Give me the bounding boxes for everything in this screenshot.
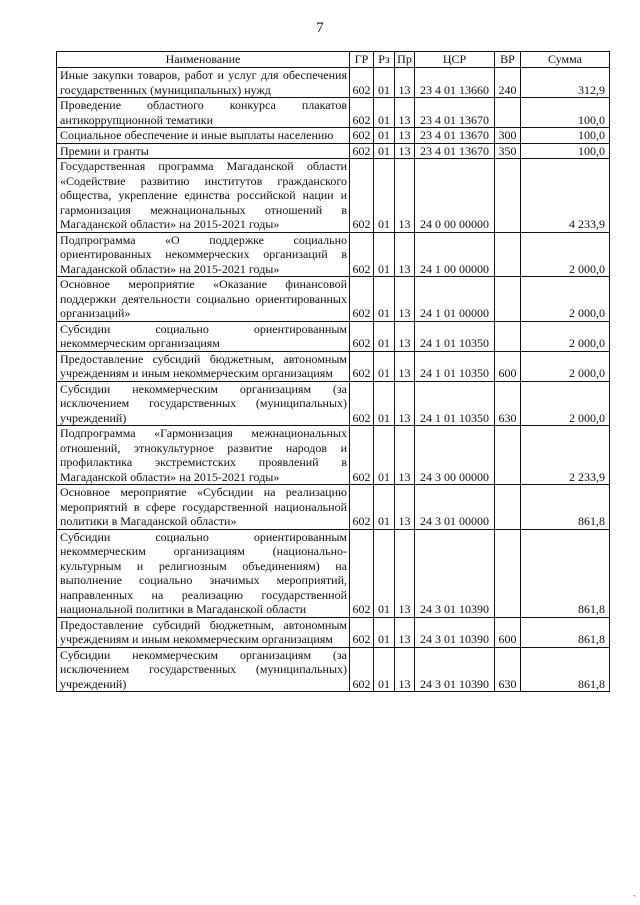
row-rz-cell: 01 <box>374 143 395 159</box>
row-pr-cell: 13 <box>395 351 415 381</box>
row-name-cell: Предоставление субсидий бюджетным, автономным учреждениям и иным некоммерческим организациям <box>57 351 350 381</box>
row-vr-cell <box>495 426 521 485</box>
row-gr-cell: 602 <box>350 277 374 322</box>
row-vr-cell: 600 <box>495 351 521 381</box>
page-number: 7 <box>316 20 324 36</box>
row-csr-cell: 24 1 01 00000 <box>415 277 495 322</box>
table-row <box>57 68 610 98</box>
row-name-cell: Субсидии некоммерческим организациям (за исключением государственных (муниципальных) учреждений) <box>57 647 350 692</box>
row-sum-cell: 2 000,0 <box>521 277 610 322</box>
row-gr-cell: 602 <box>350 143 374 159</box>
row-vr-cell: 350 <box>495 143 521 159</box>
row-rz-cell: 01 <box>374 529 395 617</box>
row-gr-cell: 602 <box>350 68 374 98</box>
row-csr-cell: 24 1 01 10350 <box>415 351 495 381</box>
row-sum-cell: 2 000,0 <box>521 232 610 277</box>
row-vr-cell <box>495 232 521 277</box>
row-sum-cell: 861,8 <box>521 647 610 692</box>
row-csr-cell: 24 1 01 10350 <box>415 381 495 426</box>
row-pr-cell: 13 <box>395 426 415 485</box>
table-row <box>57 529 610 617</box>
row-rz-cell: 01 <box>374 617 395 647</box>
budget-table <box>56 51 610 692</box>
row-vr-cell <box>495 321 521 351</box>
row-rz-cell: 01 <box>374 68 395 98</box>
row-pr-cell: 13 <box>395 98 415 128</box>
row-csr-cell: 23 4 01 13660 <box>415 68 495 98</box>
table-row <box>57 351 610 381</box>
table-row <box>57 232 610 277</box>
row-rz-cell: 01 <box>374 128 395 144</box>
row-sum-cell: 2 233,9 <box>521 426 610 485</box>
row-vr-cell <box>495 529 521 617</box>
row-rz-cell: 01 <box>374 426 395 485</box>
row-name-cell: Подпрограмма «Гармонизация межнациональных отношений, этнокультурное развитие народов и профилактика экстремистских проявлений в Магаданской области» на 2015-2021 годы» <box>57 426 350 485</box>
row-pr-cell: 13 <box>395 68 415 98</box>
row-pr-cell: 13 <box>395 381 415 426</box>
row-gr-cell: 602 <box>350 647 374 692</box>
row-name-cell: Премии и гранты <box>57 143 350 159</box>
row-sum-cell: 100,0 <box>521 98 610 128</box>
row-sum-cell: 2 000,0 <box>521 351 610 381</box>
row-csr-cell: 24 3 01 10390 <box>415 647 495 692</box>
row-sum-cell: 2 000,0 <box>521 381 610 426</box>
row-pr-cell: 13 <box>395 647 415 692</box>
row-vr-cell: 300 <box>495 128 521 144</box>
row-name-cell: Предоставление субсидий бюджетным, автономным учреждениям и иным некоммерческим организациям <box>57 617 350 647</box>
table-row <box>57 485 610 530</box>
row-name-cell: Субсидии социально ориентированным некоммерческим организациям (национально-культурным и религиозным объединениям) на выполнение социально значимых мероприятий, направленных на реализацию государственной национальной политики в Магаданской области <box>57 529 350 617</box>
row-sum-cell: 312,9 <box>521 68 610 98</box>
table-row <box>57 98 610 128</box>
row-gr-cell: 602 <box>350 617 374 647</box>
scan-edge-mark: ′ <box>627 895 637 897</box>
row-vr-cell <box>495 485 521 530</box>
row-csr-cell: 23 4 01 13670 <box>415 98 495 128</box>
row-pr-cell: 13 <box>395 277 415 322</box>
row-name-cell: Социальное обеспечение и иные выплаты населению <box>57 128 350 144</box>
row-pr-cell: 13 <box>395 485 415 530</box>
table-row <box>57 128 610 144</box>
header-sum: Сумма <box>521 52 610 68</box>
table-row <box>57 321 610 351</box>
row-csr-cell: 24 3 01 10390 <box>415 529 495 617</box>
row-rz-cell: 01 <box>374 647 395 692</box>
row-sum-cell: 861,8 <box>521 617 610 647</box>
header-rz: Рз <box>374 52 395 68</box>
table-row <box>57 381 610 426</box>
row-csr-cell: 24 1 01 10350 <box>415 321 495 351</box>
row-sum-cell: 100,0 <box>521 143 610 159</box>
row-gr-cell: 602 <box>350 232 374 277</box>
row-name-cell: Основное мероприятие «Субсидии на реализацию мероприятий в сфере государственной национальной политики в Магаданской области» <box>57 485 350 530</box>
row-csr-cell: 24 3 01 10390 <box>415 617 495 647</box>
row-sum-cell: 4 233,9 <box>521 159 610 233</box>
table-row <box>57 617 610 647</box>
row-pr-cell: 13 <box>395 143 415 159</box>
row-pr-cell: 13 <box>395 321 415 351</box>
row-sum-cell: 2 000,0 <box>521 321 610 351</box>
row-sum-cell: 100,0 <box>521 128 610 144</box>
row-vr-cell <box>495 98 521 128</box>
header-csr: ЦСР <box>415 52 495 68</box>
row-vr-cell: 630 <box>495 647 521 692</box>
row-gr-cell: 602 <box>350 321 374 351</box>
row-gr-cell: 602 <box>350 128 374 144</box>
row-csr-cell: 24 3 01 00000 <box>415 485 495 530</box>
row-rz-cell: 01 <box>374 381 395 426</box>
row-rz-cell: 01 <box>374 321 395 351</box>
row-rz-cell: 01 <box>374 98 395 128</box>
row-gr-cell: 602 <box>350 159 374 233</box>
header-pr: Пр <box>395 52 415 68</box>
row-gr-cell: 602 <box>350 351 374 381</box>
row-name-cell: Основное мероприятие «Оказание финансовой поддержки деятельности социально ориентированных организаций» <box>57 277 350 322</box>
row-rz-cell: 01 <box>374 485 395 530</box>
row-pr-cell: 13 <box>395 159 415 233</box>
row-gr-cell: 602 <box>350 98 374 128</box>
header-gr: ГР <box>350 52 374 68</box>
row-gr-cell: 602 <box>350 529 374 617</box>
row-rz-cell: 01 <box>374 232 395 277</box>
table-row <box>57 426 610 485</box>
header-name: Наименование <box>57 52 350 68</box>
table-header-row <box>57 52 610 68</box>
row-name-cell: Иные закупки товаров, работ и услуг для обеспечения государственных (муниципальных) нужд <box>57 68 350 98</box>
row-vr-cell <box>495 277 521 322</box>
row-csr-cell: 24 0 00 00000 <box>415 159 495 233</box>
row-pr-cell: 13 <box>395 617 415 647</box>
table-body <box>57 68 610 692</box>
row-csr-cell: 23 4 01 13670 <box>415 128 495 144</box>
row-vr-cell: 630 <box>495 381 521 426</box>
table-row <box>57 159 610 233</box>
row-name-cell: Субсидии социально ориентированным некоммерческим организациям <box>57 321 350 351</box>
row-pr-cell: 13 <box>395 128 415 144</box>
row-vr-cell: 240 <box>495 68 521 98</box>
row-pr-cell: 13 <box>395 529 415 617</box>
row-csr-cell: 24 1 00 00000 <box>415 232 495 277</box>
row-gr-cell: 602 <box>350 426 374 485</box>
row-gr-cell: 602 <box>350 381 374 426</box>
row-name-cell: Подпрограмма «О поддержке социально ориентированных некоммерческих организаций в Магаданской области» на 2015-2021 годы» <box>57 232 350 277</box>
row-sum-cell: 861,8 <box>521 529 610 617</box>
row-sum-cell: 861,8 <box>521 485 610 530</box>
row-csr-cell: 23 4 01 13670 <box>415 143 495 159</box>
row-name-cell: Государственная программа Магаданской области «Содействие развитию институтов гражданского общества, укрепление единства российской нации и гармонизация межнациональных отношений в Магаданской области» на 2015-2021 годы» <box>57 159 350 233</box>
table-row <box>57 277 610 322</box>
row-rz-cell: 01 <box>374 277 395 322</box>
row-gr-cell: 602 <box>350 485 374 530</box>
row-vr-cell: 600 <box>495 617 521 647</box>
row-vr-cell <box>495 159 521 233</box>
row-rz-cell: 01 <box>374 159 395 233</box>
table-row <box>57 143 610 159</box>
row-rz-cell: 01 <box>374 351 395 381</box>
row-name-cell: Субсидии некоммерческим организациям (за исключением государственных (муниципальных) учреждений) <box>57 381 350 426</box>
table-row <box>57 647 610 692</box>
header-vr: ВР <box>495 52 521 68</box>
row-csr-cell: 24 3 00 00000 <box>415 426 495 485</box>
row-name-cell: Проведение областного конкурса плакатов антикоррупционной тематики <box>57 98 350 128</box>
row-pr-cell: 13 <box>395 232 415 277</box>
